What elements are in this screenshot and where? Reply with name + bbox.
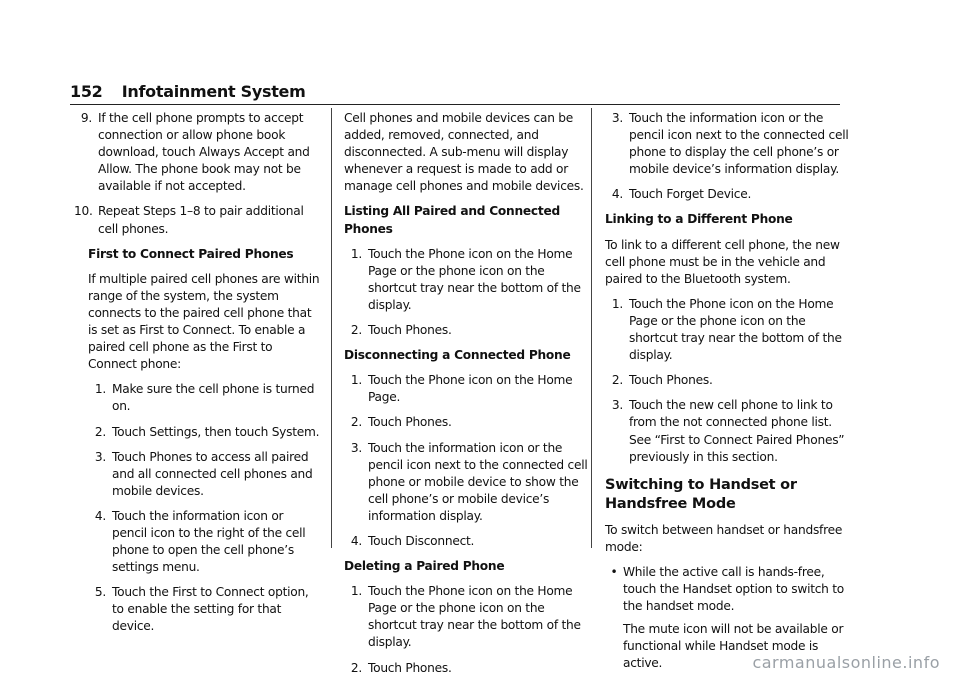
step-number: 3. (611, 398, 623, 413)
disconnect-step-4 (344, 533, 590, 550)
watermark: carmanualsonline.info (752, 653, 940, 672)
step-3 (74, 449, 320, 500)
step-number: 1. (350, 373, 362, 388)
step-text: Make sure the cell phone is turned on. (112, 382, 315, 414)
step-number: 4. (94, 508, 106, 523)
step-number: 10. (74, 204, 93, 219)
step-number: 9. (80, 111, 92, 125)
step-text: Repeat Steps 1–8 to pair additional cell phones. (98, 204, 304, 236)
page-number: 152 (70, 82, 103, 101)
column-divider-2 (591, 108, 592, 548)
column-3 (605, 110, 851, 680)
step-number: 2. (350, 323, 362, 338)
step-text: Touch Phones. (368, 660, 452, 675)
step-number: 1. (611, 296, 623, 311)
page-header (70, 82, 305, 102)
disconnect-step-3 (344, 440, 590, 525)
step-text: Touch the Phone icon on the Home Page. (368, 373, 573, 405)
listing-step-1 (344, 246, 590, 314)
paragraph-manage-devices: Cell phones and mobile devices can be added, removed, connected, and disconnected. A sub-menu will display whenever a request is made to add or manage cell phones and mobile devices. (344, 111, 584, 194)
step-number: 3. (350, 440, 362, 455)
delete-step-1 (344, 583, 590, 651)
link-step-2 (605, 372, 851, 389)
listing-step-2 (344, 322, 590, 339)
step-text: If the cell phone prompts to accept connection or allow phone book download, touch Always Accept and Allow. The phone book may not be available if not accepted. (98, 111, 310, 194)
paragraph-switching: To switch between handset or handsfree mode: (605, 522, 843, 554)
step-9 (74, 110, 320, 195)
step-text: Touch the information icon or pencil icon to the right of the cell phone to open the cell phone’s settings menu. (112, 508, 306, 575)
delete-step-2 (344, 660, 590, 677)
link-step-1 (605, 296, 851, 364)
step-number: 3. (611, 111, 623, 125)
paragraph-first-to-connect: If multiple paired cell phones are within range of the system, the system connects to the paired cell phone that is set as First to Connect. To enable a paired cell phone as the First to Connect phone: (88, 271, 320, 372)
step-1 (74, 381, 320, 415)
step-text: Touch Disconnect. (368, 533, 475, 548)
step-number: 1. (350, 246, 362, 261)
step-number: 2. (350, 415, 362, 430)
step-number: 1. (94, 382, 106, 397)
step-10 (74, 203, 320, 237)
bullet-icon: • (610, 564, 618, 579)
step-text: Touch the information icon or the pencil icon next to the connected cell phone to display the cell phone’s or mobile device’s information display. (629, 111, 849, 177)
note-mute-icon: The mute icon will not be available or functional while Handset mode is active. (623, 622, 844, 671)
step-text: Touch Phones. (629, 373, 713, 388)
step-5 (74, 584, 320, 635)
bullet-text: While the active call is hands-free, touch the Handset option to switch to the handset mode. (623, 564, 845, 614)
disconnect-step-2 (344, 414, 590, 431)
step-text: Touch the First to Connect option, to enable the setting for that device. (112, 585, 309, 634)
header-rule (70, 104, 840, 105)
heading-switching-mode: Switching to Handset or Handsfree Mode (605, 476, 797, 512)
step-number: 4. (611, 187, 623, 202)
disconnect-step-1 (344, 372, 590, 406)
step-number: 3. (94, 449, 106, 464)
step-text: Touch Phones. (368, 323, 452, 338)
step-text: Touch the Phone icon on the Home Page or the phone icon on the shortcut tray near the bottom of the display. (368, 246, 581, 312)
step-number: 2. (350, 660, 362, 675)
column-2 (344, 110, 590, 685)
section-title: Infotainment System (121, 82, 306, 101)
step-number: 4. (350, 533, 362, 548)
subheading-deleting: Deleting a Paired Phone (344, 559, 505, 574)
bullet-item (605, 564, 851, 615)
step-number: 2. (611, 373, 623, 388)
delete-step-3 (605, 110, 851, 178)
step-number: 5. (94, 585, 106, 600)
step-number: 2. (94, 424, 106, 439)
paragraph-linking: To link to a different cell phone, the new cell phone must be in the vehicle and paired to the Bluetooth system. (605, 237, 840, 286)
delete-step-4 (605, 186, 851, 203)
step-text: Touch Forget Device. (629, 187, 752, 202)
step-4 (74, 508, 320, 576)
step-text: Touch the information icon or the pencil icon next to the connected cell phone or mobile device to show the cell phone’s or mobile device’s information display. (368, 440, 588, 523)
step-number: 1. (350, 584, 362, 599)
step-text: Touch the new cell phone to link to from the not connected phone list. See “First to Connect Paired Phones” previously in this section. (629, 398, 845, 464)
subheading-linking: Linking to a Different Phone (605, 212, 793, 227)
step-2 (74, 424, 320, 441)
step-text: Touch Phones to access all paired and all connected cell phones and mobile devices. (112, 449, 313, 498)
column-1 (74, 110, 320, 644)
step-text: Touch the Phone icon on the Home Page or the phone icon on the shortcut tray near the bottom of the display. (629, 296, 842, 363)
subheading-disconnecting: Disconnecting a Connected Phone (344, 348, 571, 363)
subheading-listing: Listing All Paired and Connected Phones (344, 204, 560, 236)
step-text: Touch Phones. (368, 415, 452, 430)
link-step-3 (605, 397, 851, 465)
step-text: Touch Settings, then touch System. (112, 424, 320, 439)
step-text: Touch the Phone icon on the Home Page or the phone icon on the shortcut tray near the bottom of the display. (368, 584, 581, 650)
subheading-first-to-connect: First to Connect Paired Phones (88, 246, 294, 261)
